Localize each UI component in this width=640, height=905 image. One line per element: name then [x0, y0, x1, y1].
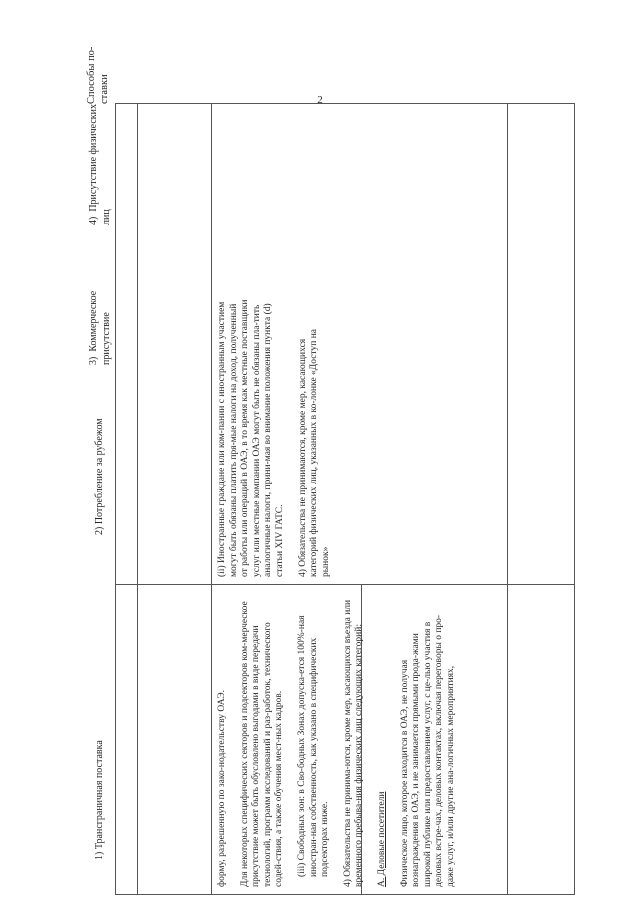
- rotated-table: [115, 103, 575, 895]
- header-col3: 3) Коммерческое присутствие: [88, 290, 112, 365]
- col2-p4: 4) Обязательства не принима-ются, кроме мер, касающихся въезда или временного пребыва-ния физических лиц следующих категорий:: [342, 599, 365, 887]
- col2-p1: форму, разрешенную по зако-нодательству ОАЭ.: [217, 689, 227, 887]
- col3-p2: 4) Обязательства не принимаются, кроме мер, касающихся категорий физических лиц, указанных в ко-лонке «Доступ на рынок»: [297, 328, 331, 577]
- col2-p5: Физическое лицо, которое находится в ОАЭ, не получая вознаграждения в ОАЭ, и не занимается прямыми прода-жами широкой публике или предоставлением услуг, с це-лью участия в деловых встре-чах, деловых контактах, включая переговоры о про-даже услуг, и/или другие ана-логичных мероприятиях,: [399, 614, 456, 887]
- header-col2: 2) Потребление за рубежом: [94, 418, 105, 535]
- col2-p2: Для некоторых специфических секторов и подсекторов ком-мерческое присутствие может быть обусловлено выгодами в виде передачи технологий, программ исследований и раз-работок, технического содей-ствия, а также обучения мест-ных кадров.: [239, 601, 285, 887]
- section-a-title: A. Деловые посетители: [376, 791, 387, 887]
- divider-col2-col3-inner: [211, 584, 507, 585]
- header-modes: Способы по- ставки: [86, 46, 110, 104]
- divider-after-col1: [211, 103, 212, 895]
- header-col4: 4) Присутствие физических лиц: [88, 103, 112, 225]
- col3-text: [217, 297, 343, 577]
- col2-p3: (iii) Свободных зон: в Сво-бодных Зонах допуска-ется 100%-ная иностран-ная собственность, как указано в специфических подсекторах ниже.: [296, 615, 331, 877]
- col2-section-a: [377, 597, 389, 887]
- divider-after-col0: [137, 103, 138, 895]
- top-border: [115, 103, 116, 895]
- col3-p1: (ii) Иностранные граждане или ком-пании с иностранным участием могут быть обязаны платить пря-мые налоги на доход, полученный от работы или операций в ОАЭ, в то время как местные поставщики услуг или местные компании ОАЭ могут быть не обязаны пла-тить аналогичные налоги, прини-мая во внимание положения пункта (d) статьи XIV ГАТС.: [217, 299, 285, 577]
- page-number: 2: [317, 94, 323, 106]
- col2-text: [217, 597, 469, 887]
- divider-after-col3: [507, 103, 508, 895]
- header-col1: 1) Трансграничная поставка: [94, 740, 105, 860]
